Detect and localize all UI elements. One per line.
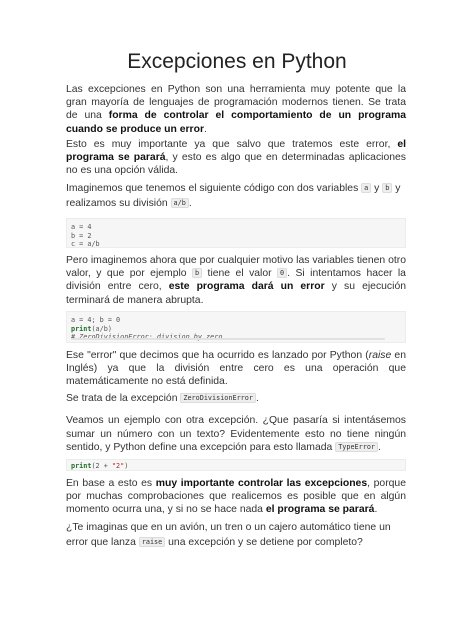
- paragraph-control-exceptions: [66, 477, 406, 517]
- text: y: [371, 183, 383, 194]
- text: Ese "error" que decimos que ha ocurrido es lanzado por Python (: [66, 350, 369, 361]
- page-title: Excepciones en Python: [127, 50, 347, 73]
- paragraph-zerodivisionerror: [66, 392, 406, 405]
- code-string: "2": [111, 462, 125, 470]
- text: Pero imaginemos ahora que por cualquier motivo las variables tienen otro valor, y que por ejemplo: [66, 255, 406, 280]
- text: , y esto es algo que en determinadas aplicaciones no es una opción válida.: [66, 152, 406, 177]
- inline-code: ZeroDivisionError: [180, 393, 256, 403]
- italic-text: raise: [368, 350, 392, 361]
- code-text: ): [124, 462, 129, 470]
- code-line: b = 2: [71, 231, 92, 240]
- text: .: [204, 123, 207, 135]
- code-block-zero-division: [66, 311, 406, 343]
- text: Imaginemos que tenemos el siguiente código con dos variables: [66, 183, 362, 194]
- text: .: [378, 442, 381, 454]
- text: una excepción y se detiene por completo?: [165, 537, 363, 548]
- bold-text: el programa se parará: [66, 139, 406, 164]
- code-keyword: print: [71, 324, 92, 333]
- inline-code: 0: [277, 268, 287, 278]
- text: En base a esto es: [66, 478, 156, 489]
- inline-code: b: [382, 183, 392, 193]
- paragraph-airplane: [66, 521, 406, 550]
- inline-code: b: [192, 268, 202, 278]
- paragraph-intro: [66, 83, 406, 136]
- code-text: (a/b): [91, 324, 112, 333]
- text: Esto es muy importante ya que salvo que tratemos este error,: [66, 139, 398, 150]
- bold-text: forma de controlar el comportamiento de un programa cuando se produce un error: [66, 110, 406, 135]
- text: y su ejecución terminará de manera abrupta.: [66, 281, 406, 306]
- bold-text: este programa dará un error: [168, 281, 325, 293]
- code-text: (2 +: [91, 462, 112, 470]
- text: ¿Te imaginas que en un avión, un tren o un cajero automático tiene un error que lanza: [66, 522, 391, 548]
- bold-text: muy importante controlar las excepciones: [155, 478, 368, 489]
- text: Veamos un ejemplo con otra excepción. ¿Que pasaría si intentásemos sumar un número con un texto? Evidentemente esto no tiene ningún sentido, y Python define una excepción para esto llamada: [66, 415, 406, 454]
- code-line: [71, 462, 405, 471]
- paragraph-raise: [66, 349, 406, 389]
- text: en Inglés) ya que la división entre cero es una operación que matemáticamente no está definida.: [66, 350, 406, 388]
- code-line: c = a/b: [71, 240, 100, 249]
- code-line: a = 4: [71, 223, 92, 231]
- bold-text: el programa se parará: [265, 504, 375, 516]
- paragraph-importance: [66, 138, 406, 178]
- inline-code: TypeError: [335, 442, 378, 452]
- code-line: a = 4; b = 0: [71, 316, 121, 324]
- text: Las excepciones en Python son una herramienta muy potente que la gran mayoría de lenguajes de programación modernos tienen. Se trata de una: [66, 84, 406, 122]
- text: , porque por muchas comprobaciones que realicemos es posible que en algún momento ocurra una, y si no se hace nada: [66, 478, 406, 516]
- text: Se trata de la excepción: [66, 393, 181, 404]
- code-keyword: print: [71, 462, 92, 470]
- inline-code: a/b: [171, 198, 189, 208]
- text: .: [374, 504, 378, 516]
- code-line: [71, 325, 405, 334]
- text: . Si intentamos hacer la división entre cero,: [66, 268, 406, 293]
- paragraph-typeerror: [66, 414, 406, 455]
- text: tiene el valor: [202, 268, 278, 280]
- paragraph-variables: [66, 181, 406, 211]
- code-block-division: [66, 218, 406, 248]
- horizontal-scrollbar[interactable]: [71, 338, 385, 340]
- code-block-typeerror: [66, 459, 406, 471]
- inline-code: raise: [139, 537, 165, 547]
- text: .: [255, 393, 259, 404]
- paragraph-zero-division: [66, 254, 406, 307]
- text: .: [188, 198, 192, 209]
- text: y realizamos su división: [66, 183, 401, 209]
- inline-code: a: [361, 183, 371, 193]
